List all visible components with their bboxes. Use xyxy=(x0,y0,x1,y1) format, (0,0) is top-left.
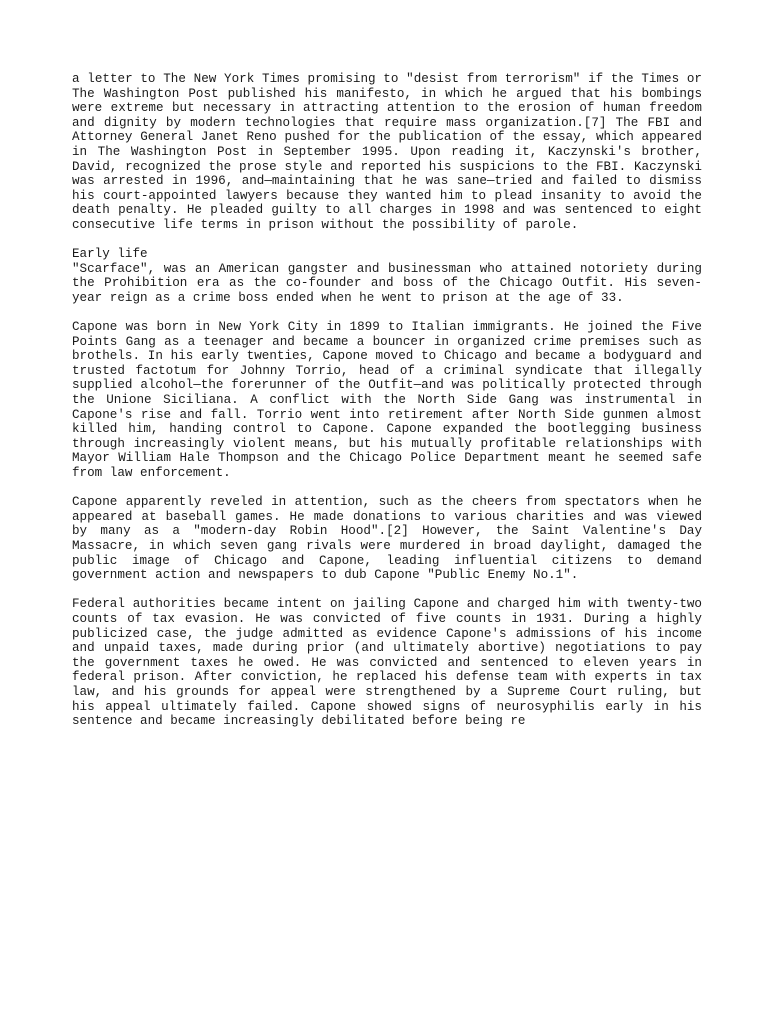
paragraph-capone-early-years: Capone was born in New York City in 1899 to Italian immigrants. He joined the Five Points Gang as a teenager and became a bouncer in organized crime premises such as brothels. In his early twenties, Capone moved to Chicago and became a bodyguard and trusted factotum for Johnny Torrio, head of a criminal syndicate that illegally supplied alcohol—the forerunner of the Outfit—and was politically protected through the Unione Siciliana. A conflict with the North Side Gang was instrumental in Capone's rise and fall. Torrio went into retirement after North Side gunmen almost killed him, handing control to Capone. Capone expanded the bootlegging business through increasingly violent means, but his mutually profitable relationships with Mayor William Hale Thompson and the Chicago Police Department meant he seemed safe from law enforcement. xyxy=(72,320,702,481)
section-heading-early-life: Early life xyxy=(72,247,148,262)
paragraph-kaczynski-manifesto: a letter to The New York Times promising to "desist from terrorism" if the Times or The Washington Post published his manifesto, in which he argued that his bombings were extreme but necessary in attracting attention to the erosion of human freedom and dignity by modern technologies that require mass organization.[7] The FBI and Attorney General Janet Reno pushed for the publication of the essay, which appeared in The Washington Post in September 1995. Upon reading it, Kaczynski's brother, David, recognized the prose style and reported his suspicions to the FBI. Kaczynski was arrested in 1996, and—maintaining that he was sane—tried and failed to dismiss his court-appointed lawyers because they wanted him to plead insanity to avoid the death penalty. He pleaded guilty to all charges in 1998 and was sentenced to eight consecutive life terms in prison without the possibility of parole. xyxy=(72,72,702,232)
document-page xyxy=(72,72,702,743)
paragraph-scarface-intro: "Scarface", was an American gangster and businessman who attained notoriety during the Prohibition era as the co-founder and boss of the Chicago Outfit. His seven-year reign as a crime boss ended when he went to prison at the age of 33. xyxy=(72,261,702,305)
paragraph-capone-tax-evasion: Federal authorities became intent on jailing Capone and charged him with twenty-two counts of tax evasion. He was convicted of five counts in 1931. During a highly publicized case, the judge admitted as evidence Capone's admissions of his income and unpaid taxes, made during prior (and ultimately abortive) negotiations to pay the government taxes he owed. He was convicted and sentenced to eleven years in federal prison. After conviction, he replaced his defense team with experts in tax law, and his grounds for appeal were strengthened by a Supreme Court ruling, but his appeal ultimately failed. Capone showed signs of neurosyphilis early in his sentence and became increasingly debilitated before being re xyxy=(72,597,702,729)
paragraph-capone-public-image: Capone apparently reveled in attention, such as the cheers from spectators when he appeared at baseball games. He made donations to various charities and was viewed by many as a "modern-day Robin Hood".[2] However, the Saint Valentine's Day Massacre, in which seven gang rivals were murdered in broad daylight, damaged the public image of Chicago and Capone, leading influential citizens to demand government action and newspapers to dub Capone "Public Enemy No.1". xyxy=(72,495,702,583)
